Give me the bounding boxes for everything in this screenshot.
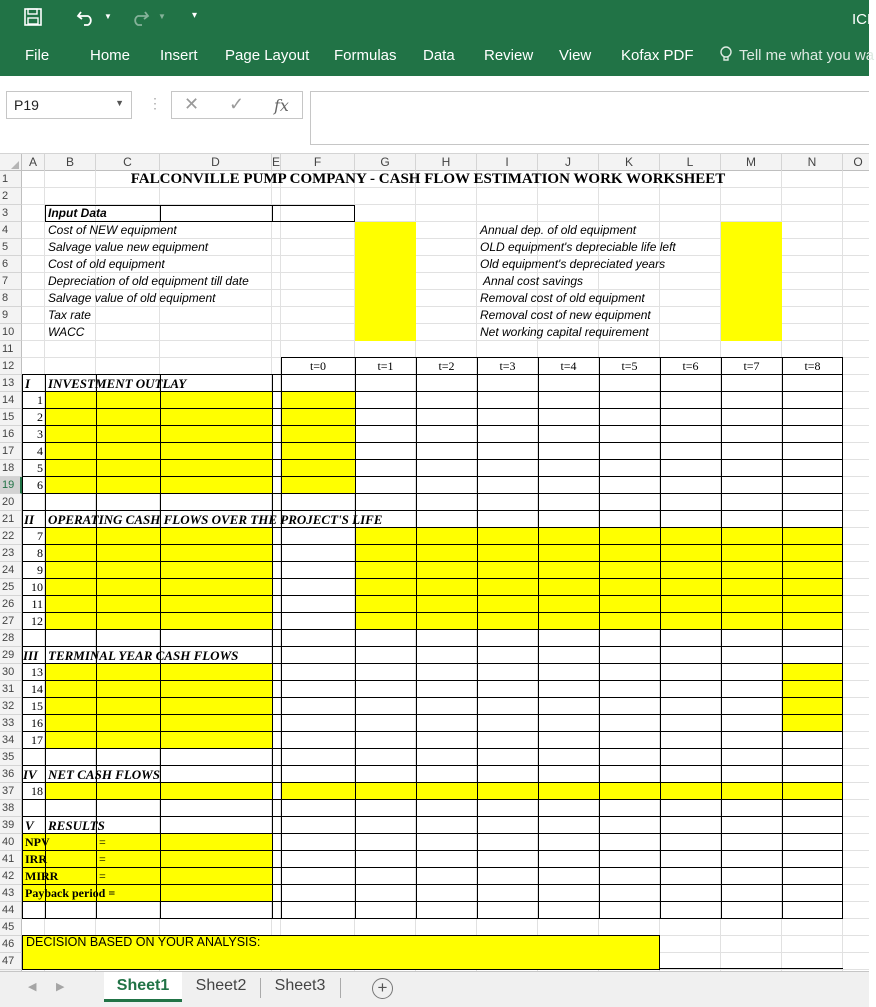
- period-header: t=2: [438, 359, 455, 373]
- cell-border: [22, 408, 843, 409]
- result-label-irr: IRR: [25, 852, 48, 866]
- line-number: 7: [37, 529, 43, 543]
- cell-border: [477, 357, 478, 918]
- result-label-npv: NPV: [25, 835, 50, 849]
- row-header[interactable]: 21: [0, 511, 22, 528]
- row-header[interactable]: 12: [0, 358, 22, 375]
- cell-border: [721, 357, 722, 918]
- cell-border: [659, 936, 660, 970]
- lightbulb-icon: [719, 46, 733, 68]
- cell-border: [782, 357, 783, 918]
- cell-border: [22, 697, 843, 698]
- name-box[interactable]: [6, 91, 132, 119]
- column-header-f[interactable]: F: [281, 154, 355, 171]
- cell-border: [22, 561, 843, 562]
- line-number: 10: [31, 580, 43, 594]
- input-cell-fill: [721, 222, 782, 341]
- period-header: t=5: [621, 359, 638, 373]
- cell-border: [22, 850, 843, 851]
- input-data-header: Input Data: [48, 206, 107, 220]
- input-label-left: Cost of old equipment: [48, 257, 165, 271]
- row-header[interactable]: 3: [0, 205, 22, 222]
- input-label-right: OLD equipment's depreciable life left: [480, 240, 676, 254]
- tab-formulas[interactable]: Formulas: [334, 47, 397, 64]
- result-label-mirr: MIRR: [25, 869, 59, 883]
- cell-border: [22, 595, 843, 596]
- cell-border: [160, 205, 161, 222]
- undo-dropdown-icon[interactable]: ▼: [104, 12, 112, 21]
- row-header[interactable]: 26: [0, 596, 22, 613]
- cell-border: [272, 205, 273, 222]
- line-number: 11: [31, 597, 43, 611]
- sheet-tab-bar: [0, 971, 869, 1007]
- row-header[interactable]: 43: [0, 885, 22, 902]
- tab-insert[interactable]: Insert: [160, 47, 198, 64]
- input-label-right: Old equipment's depreciated years: [480, 257, 666, 271]
- row-header[interactable]: 18: [0, 460, 22, 477]
- row-header[interactable]: 31: [0, 681, 22, 698]
- add-sheet-icon[interactable]: +: [372, 978, 393, 999]
- cell-border: [22, 714, 843, 715]
- row-header[interactable]: 23: [0, 545, 22, 562]
- row-header[interactable]: 41: [0, 851, 22, 868]
- row-header[interactable]: 16: [0, 426, 22, 443]
- period-header: t=4: [560, 359, 577, 373]
- line-number: 14: [31, 682, 43, 696]
- column-header-b[interactable]: B: [45, 154, 96, 171]
- cell-border: [45, 205, 46, 222]
- section-roman: II: [24, 512, 35, 527]
- row-header[interactable]: 19: [0, 477, 22, 494]
- column-header-c[interactable]: C: [96, 154, 160, 171]
- section-label: NET CASH FLOWS: [48, 767, 160, 782]
- formula-bar-splitter-icon[interactable]: ⋮: [148, 95, 162, 111]
- row-header[interactable]: 17: [0, 443, 22, 460]
- column-header-k[interactable]: K: [599, 154, 660, 171]
- cell-border: [660, 968, 843, 969]
- period-header: t=1: [377, 359, 394, 373]
- period-header: t=6: [682, 359, 699, 373]
- row-header[interactable]: 35: [0, 749, 22, 766]
- cell-border: [96, 374, 97, 918]
- title-bar: [0, 0, 876, 38]
- window-title: ICF: [852, 11, 876, 28]
- cell-border: [22, 748, 843, 749]
- cell-border: [22, 544, 843, 545]
- formula-input[interactable]: [310, 91, 869, 145]
- ribbon-tabs: [0, 38, 875, 76]
- row-header[interactable]: 5: [0, 239, 22, 256]
- worksheet-grid[interactable]: [0, 171, 869, 971]
- tab-kofax-pdf[interactable]: Kofax PDF: [621, 47, 694, 64]
- decision-label: DECISION BASED ON YOUR ANALYSIS:: [26, 935, 261, 949]
- input-label-left: Tax rate: [48, 308, 91, 322]
- row-header[interactable]: 36: [0, 766, 22, 783]
- column-header-j[interactable]: J: [538, 154, 599, 171]
- prev-sheet-icon[interactable]: ◀: [28, 981, 37, 993]
- input-label-right: Annal cost savings: [483, 274, 584, 288]
- period-header: t=0: [309, 359, 327, 373]
- cell-border: [22, 918, 843, 919]
- line-number: 1: [37, 393, 43, 407]
- row-header[interactable]: 46: [0, 936, 22, 953]
- row-header[interactable]: 7: [0, 273, 22, 290]
- input-label-left: WACC: [48, 325, 85, 339]
- tab-home[interactable]: Home: [90, 47, 131, 64]
- tell-me-search[interactable]: Tell me what you wa: [739, 47, 875, 64]
- input-cell-fill: [355, 222, 416, 341]
- column-header-l[interactable]: L: [660, 154, 721, 171]
- row-header[interactable]: 20: [0, 494, 22, 511]
- result-eq: =: [99, 869, 106, 883]
- row-header[interactable]: 1: [0, 171, 22, 188]
- input-label-left: Depreciation of old equipment till date: [48, 274, 249, 288]
- line-number: 16: [31, 716, 43, 730]
- line-number: 13: [31, 665, 43, 679]
- tab-page-layout[interactable]: Page Layout: [225, 47, 310, 64]
- section-label: INVESTMENT OUTLAY: [48, 376, 187, 391]
- column-headers: [0, 154, 869, 171]
- cell-border: [22, 731, 843, 732]
- line-number: 5: [37, 461, 43, 475]
- line-number: 9: [37, 563, 43, 577]
- undo-icon[interactable]: [76, 8, 98, 31]
- row-header[interactable]: 47: [0, 953, 22, 970]
- section-roman: V: [25, 818, 34, 833]
- name-box-dropdown-icon[interactable]: ▼: [115, 98, 124, 108]
- cell-border: [355, 357, 356, 918]
- line-number: 18: [31, 784, 43, 798]
- line-number: 4: [37, 444, 43, 458]
- cell-border: [22, 799, 843, 800]
- period-header: t=8: [804, 359, 821, 373]
- row-header[interactable]: 28: [0, 630, 22, 647]
- cell-border: [160, 374, 161, 918]
- section-label: OPERATING CASH FLOWS OVER THE PROJECT'S LIFE: [48, 512, 383, 527]
- result-eq: =: [99, 852, 106, 866]
- row-header[interactable]: 25: [0, 579, 22, 596]
- cell-border: [22, 442, 843, 443]
- cell-border: [22, 493, 843, 494]
- row-header[interactable]: 34: [0, 732, 22, 749]
- row-header[interactable]: 32: [0, 698, 22, 715]
- input-label-left: Salvage value of old equipment: [48, 291, 216, 305]
- row-header[interactable]: 45: [0, 919, 22, 936]
- row-header[interactable]: 33: [0, 715, 22, 732]
- period-header: t=3: [499, 359, 516, 373]
- cell-border: [272, 374, 273, 918]
- customize-quick-access-icon[interactable]: ▾: [192, 10, 198, 21]
- cell-border: [22, 612, 843, 613]
- column-header-m[interactable]: M: [721, 154, 782, 171]
- row-header[interactable]: 24: [0, 562, 22, 579]
- result-eq: =: [99, 835, 106, 849]
- column-header-e[interactable]: E: [272, 155, 281, 169]
- column-header-h[interactable]: H: [416, 154, 477, 171]
- period-header: t=7: [743, 359, 760, 373]
- column-header-d[interactable]: D: [160, 154, 272, 171]
- row-header[interactable]: 22: [0, 528, 22, 545]
- column-header-n[interactable]: N: [782, 154, 843, 171]
- row-header[interactable]: 11: [0, 341, 22, 358]
- input-cell-fill: [281, 783, 843, 800]
- section-label: TERMINAL YEAR CASH FLOWS: [48, 648, 239, 663]
- line-number: 12: [31, 614, 43, 628]
- line-number: 3: [37, 427, 43, 441]
- cell-border: [281, 357, 282, 918]
- insert-function-icon[interactable]: fx: [274, 96, 289, 115]
- next-sheet-icon[interactable]: ▶: [56, 981, 65, 993]
- input-label-left: Salvage value new equipment: [48, 240, 209, 254]
- tab-view[interactable]: View: [559, 47, 592, 64]
- input-label-right: Removal cost of new equipment: [480, 308, 651, 322]
- cell-border: [22, 476, 843, 477]
- input-label-right: Annual dep. of old equipment: [480, 223, 637, 237]
- row-header[interactable]: 4: [0, 222, 22, 239]
- row-header[interactable]: 30: [0, 664, 22, 681]
- input-cell-fill: [45, 664, 272, 749]
- cancel-icon[interactable]: ✕: [184, 94, 200, 114]
- row-header[interactable]: 6: [0, 256, 22, 273]
- input-label-right: Removal cost of old equipment: [480, 291, 645, 305]
- column-header-o[interactable]: O: [853, 155, 863, 169]
- row-header[interactable]: 29: [0, 647, 22, 664]
- cell-border: [22, 867, 843, 868]
- section-roman: IV: [23, 767, 37, 782]
- row-header[interactable]: 39: [0, 817, 22, 834]
- cell-border: [416, 357, 417, 918]
- cell-border: [22, 578, 843, 579]
- name-box-value: P19: [14, 97, 39, 113]
- line-number: 15: [31, 699, 43, 713]
- section-roman: I: [25, 376, 31, 391]
- cell-border: [22, 680, 843, 681]
- row-header[interactable]: 42: [0, 868, 22, 885]
- section-roman: III: [23, 648, 39, 663]
- sheet-tab-sheet2[interactable]: Sheet2: [195, 977, 247, 994]
- formula-buttons: [171, 91, 303, 119]
- section-label: RESULTS: [48, 818, 105, 833]
- cell-border: [842, 357, 843, 918]
- row-header[interactable]: 44: [0, 902, 22, 919]
- cell-border: [22, 816, 843, 817]
- row-header[interactable]: 8: [0, 290, 22, 307]
- enter-icon[interactable]: ✓: [229, 94, 245, 114]
- input-label-right: Net working capital requirement: [480, 325, 649, 339]
- column-header-a[interactable]: A: [22, 154, 45, 171]
- input-cell-fill: [45, 783, 272, 800]
- worksheet-title: FALCONVILLE PUMP COMPANY - CASH FLOW ESTIMATION WORK WORKSHEET: [130, 171, 726, 187]
- row-header[interactable]: 10: [0, 324, 22, 341]
- cell-border: [660, 357, 661, 918]
- row-header[interactable]: 15: [0, 409, 22, 426]
- cell-border: [22, 969, 660, 970]
- cell-border: [22, 425, 843, 426]
- cell-border: [538, 357, 539, 918]
- cell-border: [22, 936, 23, 970]
- cell-border: [22, 901, 843, 902]
- cell-border: [22, 833, 843, 834]
- row-header[interactable]: 13: [0, 375, 22, 392]
- line-number: 6: [37, 478, 43, 492]
- tab-separator: [260, 978, 261, 998]
- redo-dropdown-icon: ▼: [158, 12, 166, 21]
- input-cell-fill: [782, 664, 843, 732]
- row-header[interactable]: 38: [0, 800, 22, 817]
- save-icon[interactable]: [24, 8, 42, 31]
- column-header-g[interactable]: G: [355, 154, 416, 171]
- row-header[interactable]: 27: [0, 613, 22, 630]
- cell-border: [22, 629, 843, 630]
- tab-separator: [340, 978, 341, 998]
- tab-file[interactable]: File: [25, 47, 50, 64]
- tab-data[interactable]: Data: [423, 47, 455, 64]
- row-header[interactable]: 9: [0, 307, 22, 324]
- row-header[interactable]: 37: [0, 783, 22, 800]
- cell-border: [354, 205, 355, 222]
- line-number: 8: [37, 546, 43, 560]
- line-number: 17: [31, 733, 43, 747]
- cell-border: [22, 459, 843, 460]
- cell-border: [22, 884, 843, 885]
- sheet-tab-sheet3[interactable]: Sheet3: [274, 977, 326, 994]
- formula-bar: [0, 76, 869, 154]
- cell-border: [599, 357, 600, 918]
- row-header[interactable]: 40: [0, 834, 22, 851]
- redo-icon: [128, 8, 150, 31]
- input-label-left: Cost of NEW equipment: [48, 223, 177, 237]
- line-number: 2: [37, 410, 43, 424]
- result-label-payback: Payback period =: [25, 886, 116, 900]
- column-header-i[interactable]: I: [477, 154, 538, 171]
- row-header[interactable]: 2: [0, 188, 22, 205]
- select-all-corner[interactable]: [0, 154, 22, 171]
- sheet-tab-sheet1[interactable]: Sheet1: [104, 972, 182, 1002]
- tab-review[interactable]: Review: [484, 47, 534, 64]
- row-header[interactable]: 14: [0, 392, 22, 409]
